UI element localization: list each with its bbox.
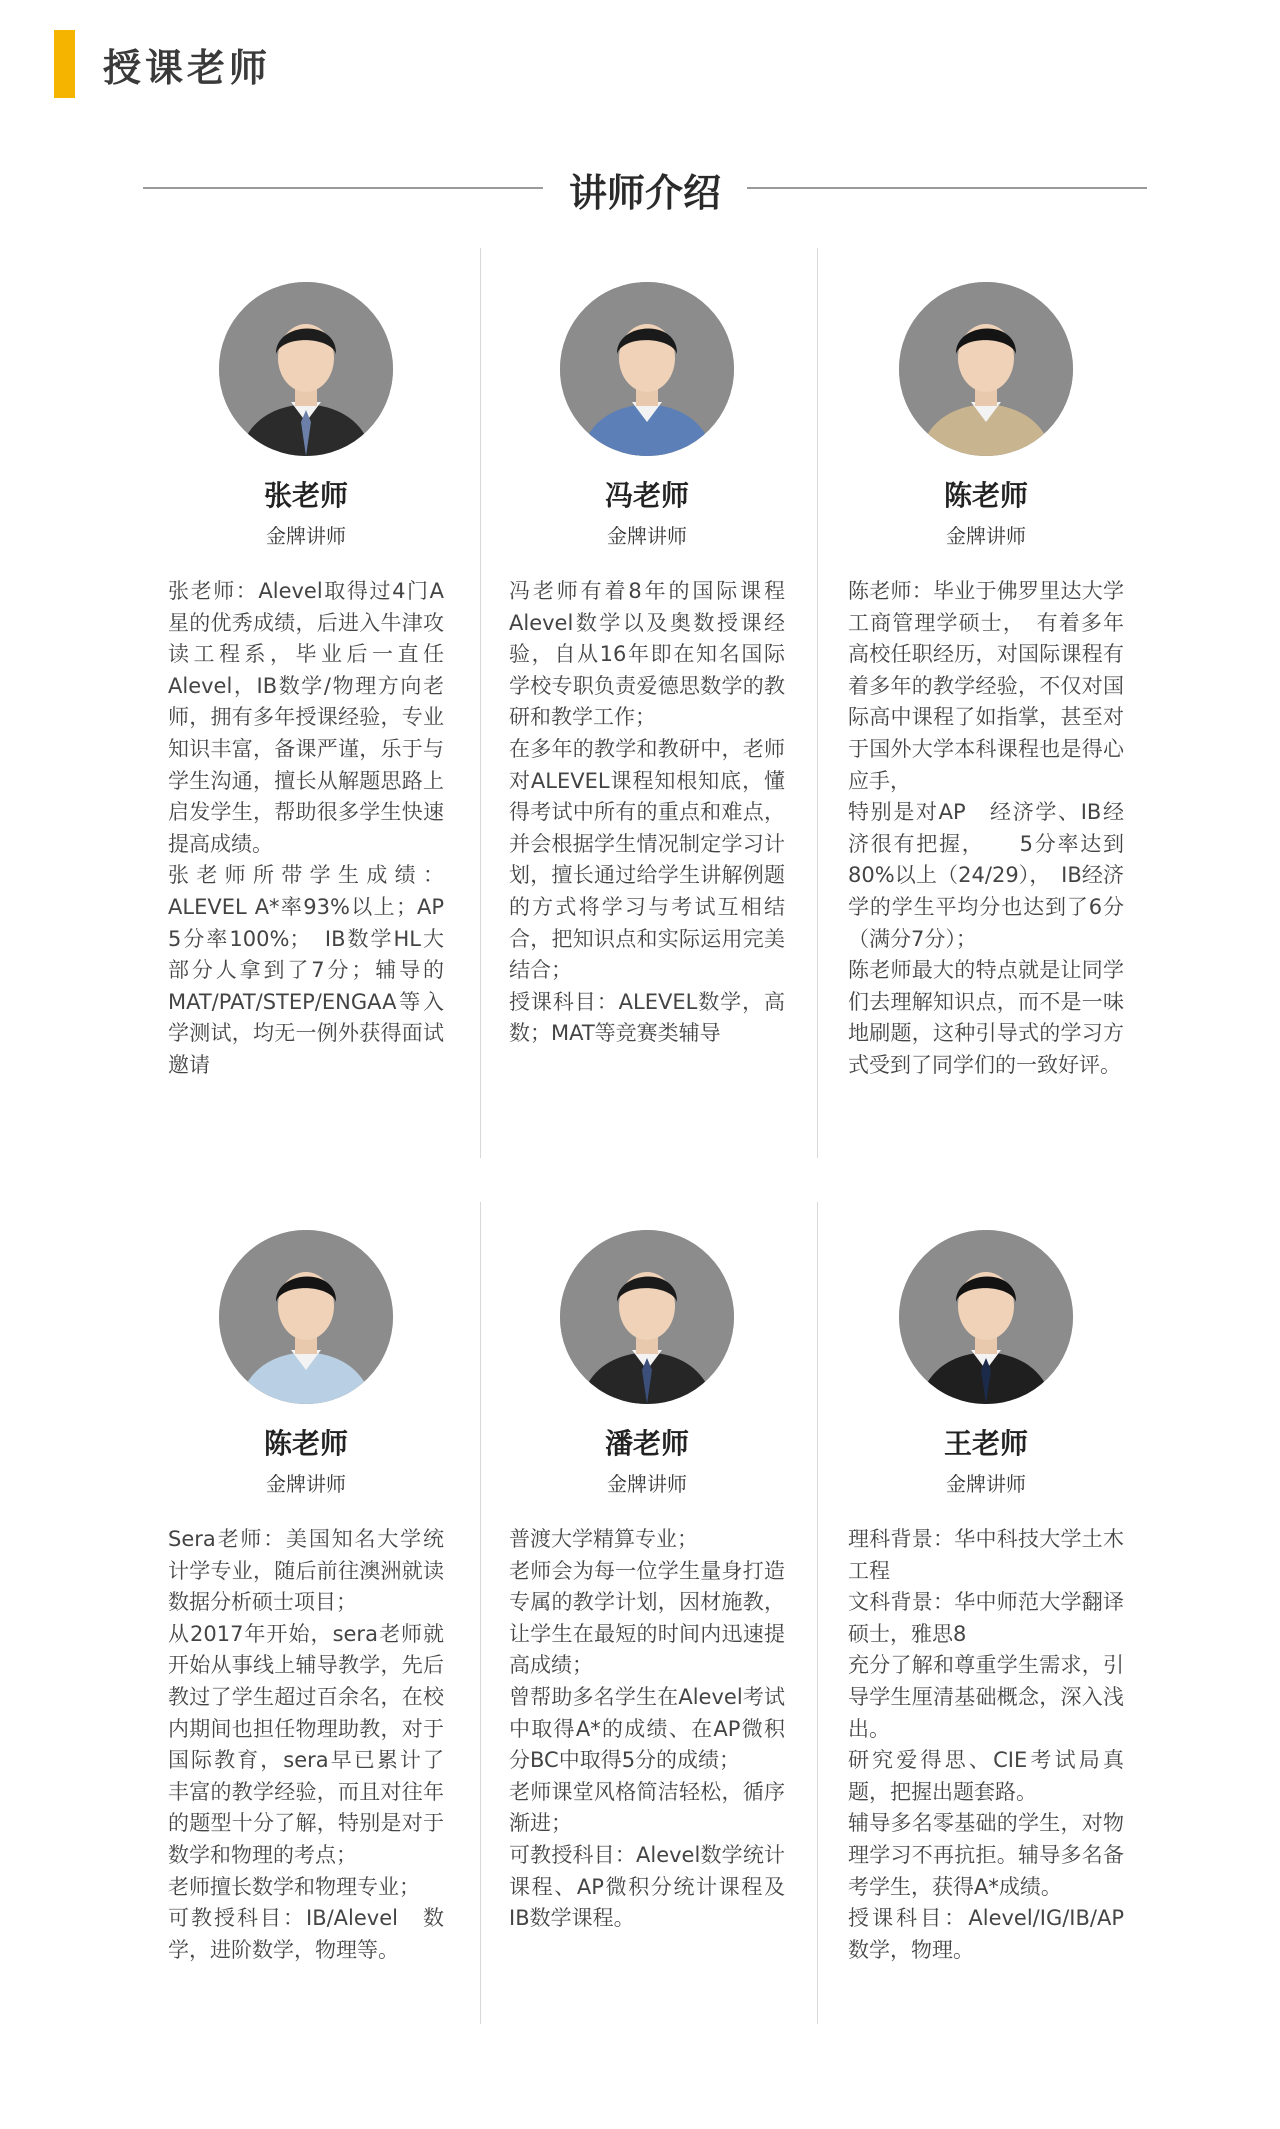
instructor-intro-heading: [143, 150, 1147, 226]
teacher-name: 陈老师: [943, 479, 1028, 512]
teacher-card: [848, 282, 1124, 1082]
bio-paragraph: 曾帮助多名学生在Alevel考试中取得A*的成绩、在AP微积分BC中取得5分的成绩；: [509, 1684, 785, 1773]
teacher-name: 陈老师: [263, 1427, 348, 1460]
bio-paragraph: 文科背景：华中师范大学翻译硕士，雅思8: [848, 1590, 1124, 1646]
teacher-bio: [509, 1524, 785, 1935]
teacher-avatar: [560, 282, 734, 456]
bio-paragraph: 从2017年开始，sera老师就开始从事线上辅导教学，先后教过了学生超过百余名，在校内期间也担任物理助教，对于国际教育，sera早已累计了丰富的教学经验，而且对往年的题型十分了解，特别是对于数学和物理的考点；: [168, 1621, 444, 1867]
teacher-bio: [848, 1524, 1124, 1966]
teacher-avatar: [899, 282, 1073, 456]
bio-paragraph: 冯老师有着8年的国际课程Alevel数学以及奥数授课经验，自从16年即在知名国际学校专职负责爱德思数学的教研和教学工作；: [509, 579, 785, 730]
bio-paragraph: 张老师：Alevel取得过4门A星的优秀成绩，后进入牛津攻读工程系，毕业后一直任Alevel，IB数学/物理方向老师，拥有多年授课经验，专业知识丰富，备课严谨，乐于与学生沟通，擅长从解题思路上启发学生，帮助很多学生快速提高成绩。: [168, 579, 444, 856]
teacher-name: 张老师: [263, 479, 348, 512]
bio-paragraph: 理科背景：华中科技大学土木工程: [848, 1527, 1124, 1583]
section-header: [54, 30, 271, 98]
column-divider: [480, 248, 481, 1158]
bio-paragraph: 可教授科目：Alevel数学统计课程、AP微积分统计课程及IB数学课程。: [509, 1842, 785, 1931]
bio-paragraph: 授课科目：Alevel/IG/IB/AP数学，物理。: [848, 1906, 1124, 1962]
teacher-role: 金牌讲师: [266, 524, 346, 548]
bio-paragraph: 充分了解和尊重学生需求，引导学生厘清基础概念，深入浅出。: [848, 1653, 1124, 1741]
bio-paragraph: 授课科目：ALEVEL数学，高数；MAT等竞赛类辅导: [509, 989, 785, 1046]
bio-paragraph: 特别是对AP 经济学、IB经济很有把握， 5分率达到80%以上（24/29）， IB经济学的学生平均分也达到了6分（满分7分）；: [848, 800, 1124, 951]
section-title: 授课老师: [103, 45, 272, 90]
bio-paragraph: 张老师所带学生成绩：ALEVEL A*率93%以上；AP 5分率100%； IB数学HL大部分人拿到了7分；辅导的MAT/PAT/STEP/ENGAA等入学测试，均无一例外获得面试邀请: [168, 863, 444, 1077]
bio-paragraph: 陈老师：毕业于佛罗里达大学工商管理学硕士， 有着多年高校任职经历，对国际课程有着多年的教学经验，不仅对国际高中课程了如指掌，甚至对于国外大学本科课程也是得心应手，: [848, 579, 1124, 793]
column-divider: [817, 1202, 818, 2024]
teacher-name: 潘老师: [604, 1427, 689, 1460]
divider-right: [747, 187, 1147, 189]
teacher-avatar: [219, 1230, 393, 1404]
column-divider: [480, 1202, 481, 2024]
teacher-avatar: [899, 1230, 1073, 1404]
bio-paragraph: Sera老师：美国知名大学统计学专业，随后前往澳洲就读数据分析硕士项目；: [168, 1527, 444, 1615]
teacher-card: [509, 1230, 785, 1935]
bio-paragraph: 老师课堂风格简洁轻松，循序渐进；: [509, 1779, 785, 1836]
teacher-role: 金牌讲师: [266, 1472, 346, 1496]
teacher-role: 金牌讲师: [946, 1472, 1026, 1496]
bio-paragraph: 可教授科目：IB/Alevel 数学，进阶数学，物理等。: [168, 1906, 444, 1962]
teacher-bio: [509, 576, 785, 1050]
teacher-bio: [168, 576, 444, 1082]
teacher-avatar: [560, 1230, 734, 1404]
teacher-card: [848, 1230, 1124, 1966]
column-divider: [817, 248, 818, 1158]
bio-paragraph: 辅导多名零基础的学生，对物理学习不再抗拒。辅导多名备考学生，获得A*成绩。: [848, 1811, 1124, 1899]
bio-paragraph: 研究爱得思、CIE考试局真题，把握出题套路。: [848, 1748, 1124, 1804]
teacher-card: [168, 282, 444, 1082]
teacher-role: 金牌讲师: [607, 524, 687, 548]
teacher-card: [168, 1230, 444, 1966]
bio-paragraph: 普渡大学精算专业；: [509, 1527, 698, 1551]
teacher-bio: [168, 1524, 444, 1966]
bio-paragraph: 陈老师最大的特点就是让同学们去理解知识点，而不是一味地刷题，这种引导式的学习方式受到了同学们的一致好评。: [848, 958, 1124, 1077]
bio-paragraph: 老师擅长数学和物理专业；: [168, 1874, 420, 1899]
teacher-role: 金牌讲师: [946, 524, 1026, 548]
bio-paragraph: 老师会为每一位学生量身打造专属的教学计划，因材施教，让学生在最短的时间内迅速提高成绩；: [509, 1558, 785, 1678]
teacher-card: [509, 282, 785, 1050]
accent-bar: [54, 30, 75, 98]
teacher-role: 金牌讲师: [607, 1472, 687, 1496]
instructor-intro-title: 讲师介绍: [568, 171, 721, 215]
teacher-name: 王老师: [943, 1427, 1028, 1460]
bio-paragraph: 在多年的教学和教研中，老师对ALEVEL课程知根知底，懂得考试中所有的重点和难点，并会根据学生情况制定学习计划，擅长通过给学生讲解例题的方式将学习与考试互相结合，把知识点和实际运用完美结合；: [509, 736, 785, 983]
teacher-avatar: [219, 282, 393, 456]
teacher-bio: [848, 576, 1124, 1082]
teacher-name: 冯老师: [604, 479, 689, 512]
